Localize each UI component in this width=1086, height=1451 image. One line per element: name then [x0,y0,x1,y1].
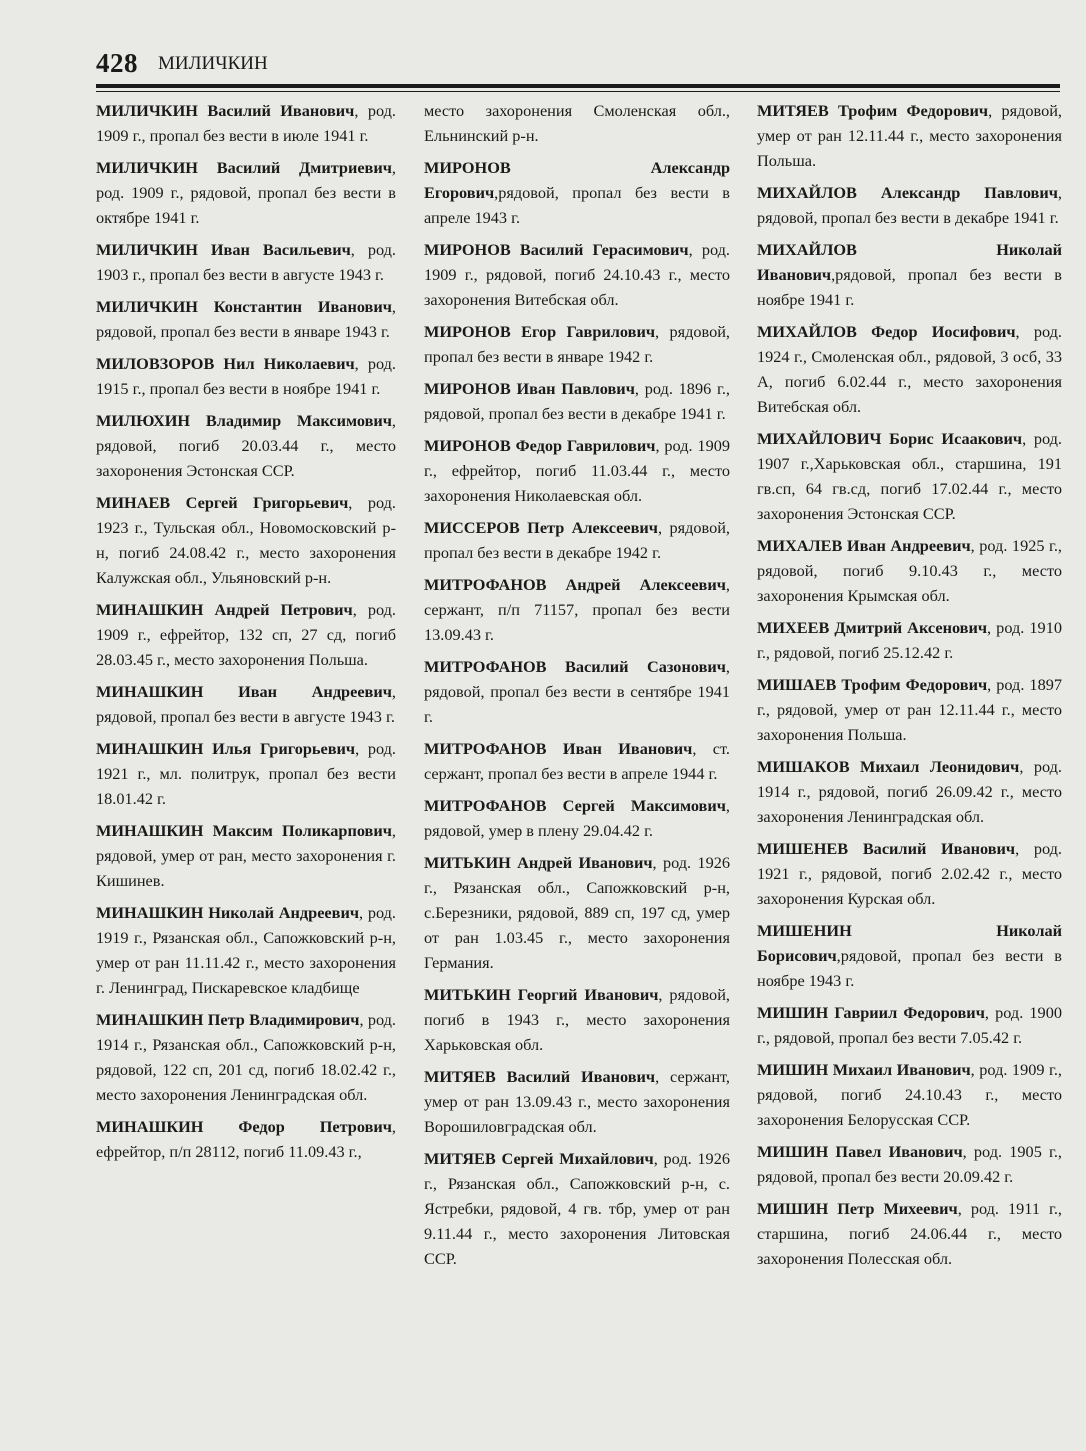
entry-details: , род. 1926 г., Рязанская обл., Сапожковский р-н, с.Березники, рядовой, 889 сп, 197 сд, умер от ран 1.03.45 г., место захоронения Германия. [424,853,730,972]
entry-details: , род. 1897 г., рядовой, умер от ран 12.11.44 г., место захоронения Польша. [757,675,1062,744]
entry-name: МИТЯЕВ Сергей Михайлович [424,1149,654,1168]
list-entry [424,982,730,1057]
entry-details: , рядовой, пропал без вести в сентябре 1941 г. [424,657,730,726]
entry-name: МИТРОФАНОВ Иван Иванович [424,739,693,758]
column-1 [96,98,396,1171]
entry-name: МИТЬКИН Андрей Иванович [424,853,653,872]
entry-name: МИШАКОВ Михаил Леонидович [757,757,1020,776]
entry-details: , ст. сержант, пропал без вести в апреле 1944 г. [424,739,730,783]
list-entry [757,1139,1062,1189]
entry-details: , рядовой, пропал без вести в декабре 1941 г. [757,183,1062,227]
list-entry [424,319,730,369]
entry-name: МИТЯЕВ Василий Иванович [424,1067,656,1086]
page-header [96,44,1060,86]
entry-name: МИХАЛЕВ Иван Андреевич [757,536,971,555]
entry-name: МИТРОФАНОВ Василий Сазонович [424,657,726,676]
entry-name: МИЛИЧКИН Василий Иванович [96,101,355,120]
entry-name: МИНАШКИН Максим Поликарпович [96,821,392,840]
list-entry [757,237,1062,312]
list-entry [96,408,396,483]
entry-name: МИШАЕВ Трофим Федорович [757,675,988,694]
list-entry [96,1007,396,1107]
list-entry [424,850,730,975]
column-3 [757,98,1062,1278]
page-number: 428 [96,48,138,78]
entry-details: , рядовой, умер от ран 12.11.44 г., место захоронения Польша. [757,101,1062,170]
list-entry [424,793,730,843]
entry-details: , род. 1921 г., рядовой, погиб 2.02.42 г., место захоронения Курская обл. [757,839,1062,908]
list-entry [424,736,730,786]
list-entry [96,900,396,1000]
list-entry [757,98,1062,173]
entry-details: , род. 1900 г., рядовой, пропал без вести 7.05.42 г. [757,1003,1062,1047]
entry-name: МИНАЕВ Сергей Григорьевич [96,493,349,512]
entry-name: МИТЯЕВ Трофим Федорович [757,101,989,120]
running-head: МИЛИЧКИН [158,53,268,74]
entry-name: МИЛИЧКИН Константин Иванович [96,297,392,316]
list-entry [757,1057,1062,1132]
entry-name: МИТРОФАНОВ Сергей Максимович [424,796,726,815]
list-entry [757,533,1062,608]
entry-name: МИШЕНЕВ Василий Иванович [757,839,1016,858]
entry-details: , рядовой, погиб 20.03.44 г., место захоронения Эстонская ССР. [96,411,396,480]
list-entry [96,818,396,893]
list-entry [757,180,1062,230]
list-entry [757,1000,1062,1050]
list-entry [424,237,730,312]
entry-details: , рядовой, умер от ран, место захоронения г. Кишинев. [96,821,396,890]
entry-name: МИНАШКИН Федор Петрович [96,1117,392,1136]
entry-name: МИНАШКИН Иван Андреевич [96,682,392,701]
entry-details: , род. 1926 г., Рязанская обл., Сапожковский р-н, с. Ястребки, рядовой, 4 гв. тбр, умер от ран 9.11.44 г., место захоронения Литовская ССР. [424,1149,730,1268]
entry-details: , сержант, п/п 71157, пропал без вести 13.09.43 г. [424,575,730,644]
entry-details: , род. 1914 г., Рязанская обл., Сапожковский р-н, рядовой, 122 сп, 201 сд, погиб 18.02.42 г., место захоронения Ленинградская обл. [96,1010,396,1104]
list-entry [96,351,396,401]
entry-details: , рядовой, погиб в 1943 г., место захоронения Харьковская обл. [424,985,730,1054]
entry-details: , род. 1909 г., ефрейтор, погиб 11.03.44 г., место захоронения Николаевская обл. [424,436,730,505]
entry-name: МИШЕНИН Николай Борисович [757,921,1062,965]
list-entry [424,572,730,647]
entry-details: ,рядовой, пропал без вести в апреле 1943 г. [424,183,730,227]
list-entry [96,490,396,590]
entry-details: , род. 1896 г., рядовой, пропал без вести в декабре 1941 г. [424,379,730,423]
entry-name: МИРОНОВ Иван Павлович [424,379,635,398]
entry-name: МИЛИЧКИН Василий Дмитриевич [96,158,392,177]
entry-name: МИШИН Михаил Иванович [757,1060,971,1079]
entry-details: ,рядовой, пропал без вести в ноябре 1943 г. [757,946,1062,990]
list-entry [96,294,396,344]
entry-details: ,рядовой, пропал без вести в ноябре 1941 г. [757,265,1062,309]
list-entry [757,319,1062,419]
entry-details: , род. 1919 г., Рязанская обл., Сапожковский р-н, умер от ран 11.11.42 г., место захоронения г. Ленинград, Пискаревское кладбище [96,903,397,997]
entry-details: , род. 1915 г., пропал без вести в ноябре 1941 г. [96,354,396,398]
entry-name: МИРОНОВ Егор Гаврилович [424,322,656,341]
list-entry [757,672,1062,747]
list-entry [424,654,730,729]
entry-details: , род. 1903 г., пропал без вести в августе 1943 г. [96,240,396,284]
entry-details: , сержант, умер от ран 13.09.43 г., место захоронения Ворошиловградская обл. [424,1067,730,1136]
entry-details: , род. 1923 г., Тульская обл., Новомосковский р-н, погиб 24.08.42 г., место захоронения Калужская обл., Ульяновский р-н. [96,493,396,587]
entry-name: МИТЬКИН Георгий Иванович [424,985,659,1004]
entry-details: , род. 1914 г., рядовой, погиб 26.09.42 г., место захоронения Ленинградская обл. [757,757,1062,826]
entry-name: МИШИН Гавриил Федорович [757,1003,985,1022]
list-entry [424,433,730,508]
entry-details: , род. 1909 г., ефрейтор, 132 сп, 27 сд, погиб 28.03.45 г., место захоронения Польша. [96,600,396,669]
entry-details: , род. 1907 г.,Харьковская обл., старшина, 191 гв.сп, 64 гв.сд, погиб 17.02.44 г., место захоронения Эстонская ССР. [757,429,1062,523]
list-entry [757,426,1062,526]
list-entry [96,98,396,148]
entry-name: МИШИН Павел Иванович [757,1142,963,1161]
entry-details: , рядовой, пропал без вести в августе 1943 г. [96,682,396,726]
list-entry [96,237,396,287]
entry-details: , род. 1909 г., рядовой, пропал без вести в октябре 1941 г. [96,158,396,227]
list-entry [96,155,396,230]
list-entry [96,736,396,811]
entry-name: МИХЕЕВ Дмитрий Аксенович [757,618,988,637]
entry-name: МИНАШКИН Андрей Петрович [96,600,353,619]
entry-details: , род. 1905 г., рядовой, пропал без вести 20.09.42 г. [757,1142,1063,1186]
list-entry [757,918,1062,993]
header-rule-thick [96,84,1060,88]
entry-details: , род. 1909 г., пропал без вести в июле 1941 г. [96,101,397,145]
list-entry [757,836,1062,911]
entry-name: МИНАШКИН Петр Владимирович [96,1010,360,1029]
entry-name: МИХАЙЛОВ Федор Иосифович [757,322,1016,341]
entry-details: , рядовой, умер в плену 29.04.42 г. [424,796,730,840]
entry-details: , род. 1925 г., рядовой, погиб 9.10.43 г., место захоронения Крымская обл. [757,536,1062,605]
entry-details: , рядовой, пропал без вести в декабре 1942 г. [424,518,730,562]
list-entry [424,376,730,426]
header-rule-thin [96,91,1060,92]
entry-details: , род. 1924 г., Смоленская обл., рядовой, 3 осб, 33 А, погиб 6.02.44 г., место захоронения Витебская обл. [757,322,1062,416]
entry-name: МИШИН Петр Михеевич [757,1199,958,1218]
entry-name: МИНАШКИН Илья Григорьевич [96,739,356,758]
list-entry [96,1114,396,1164]
entry-continuation: место захоронения Смоленская обл., Ельнинский р-н. [424,101,730,145]
list-entry [96,679,396,729]
entry-name: МИССЕРОВ Петр Алексеевич [424,518,658,537]
entry-details: , род. 1909 г., рядовой, погиб 24.10.43 г., место захоронения Витебская обл. [424,240,730,309]
entry-name: МИТРОФАНОВ Андрей Алексеевич [424,575,726,594]
entry-details: , рядовой, пропал без вести в январе 1943 г. [96,297,396,341]
entry-details: , род. 1909 г., рядовой, погиб 24.10.43 г., место захоронения Белорусская ССР. [757,1060,1062,1129]
list-entry [757,754,1062,829]
list-entry [96,597,396,672]
list-entry [424,1146,730,1271]
list-entry [757,1196,1062,1271]
entry-name: МИРОНОВ Александр Егорович [424,158,730,202]
entry-details: , ефрейтор, п/п 28112, погиб 11.09.43 г., [96,1117,396,1161]
entry-name: МИРОНОВ Федор Гаврилович [424,436,656,455]
entry-name: МИЛОВЗОРОВ Нил Николаевич [96,354,355,373]
column-2 [424,98,730,1278]
entry-details: , рядовой, пропал без вести в январе 1942 г. [424,322,730,366]
list-entry [424,515,730,565]
entry-details: , род. 1910 г., рядовой, погиб 25.12.42 г. [757,618,1062,662]
list-entry [424,155,730,230]
entry-details: , род. 1911 г., старшина, погиб 24.06.44 г., место захоронения Полесская обл. [757,1199,1062,1268]
entry-name: МИРОНОВ Василий Герасимович [424,240,689,259]
entry-name: МИЛИЧКИН Иван Васильевич [96,240,351,259]
entry-details: , род. 1921 г., мл. политрук, пропал без вести 18.01.42 г. [96,739,397,808]
entry-name: МИХАЙЛОВ Николай Иванович [757,240,1062,284]
entry-name: МИХАЙЛОВ Александр Павлович [757,183,1058,202]
entry-name: МИХАЙЛОВИЧ Борис Исаакович [757,429,1023,448]
list-entry [757,615,1062,665]
list-entry [424,1064,730,1139]
entry-name: МИЛЮХИН Владимир Максимович [96,411,392,430]
entry-name: МИНАШКИН Николай Андреевич [96,903,360,922]
